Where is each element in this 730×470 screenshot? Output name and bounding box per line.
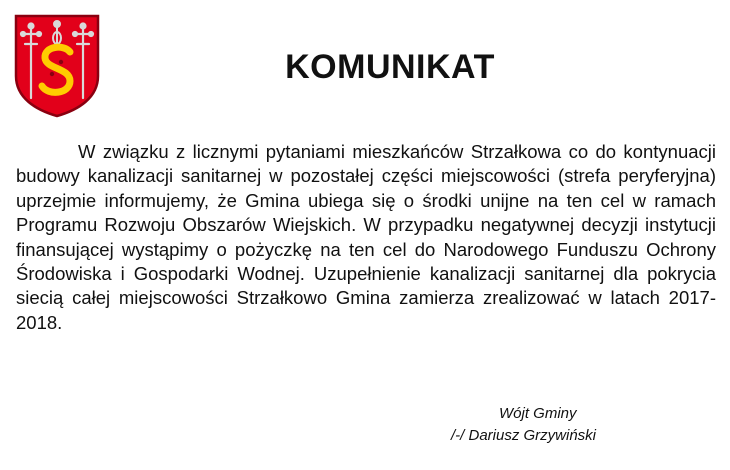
page-title: KOMUNIKAT <box>285 48 495 86</box>
signature-role: Wójt Gminy <box>499 405 577 422</box>
announcement-body: W związku z licznymi pytaniami mieszkańców Strzałkowa co do kontynuacji budowy kanalizacji sanitarnej w pozostałej części miejscowości (strefa peryferyjna) uprzejmie informujemy, że Gmina ubiega się o środki unijne na ten cel w ramach Programu Rozwoju Obszarów Wiejskich. W przypadku negatywnej decyzji instytucji finansującej wystąpimy o pożyczkę na ten cel do Narodowego Funduszu Ochrony Środowiska i Gospodarki Wodnej. Uzupełnienie kanalizacji sanitarnej dla pokrycia siecią całej miejscowości Strzałkowo Gmina zamierza zrealizować w latach 2017-2018. <box>16 141 716 333</box>
signature-name: /-/ Dariusz Grzywiński <box>451 427 597 444</box>
